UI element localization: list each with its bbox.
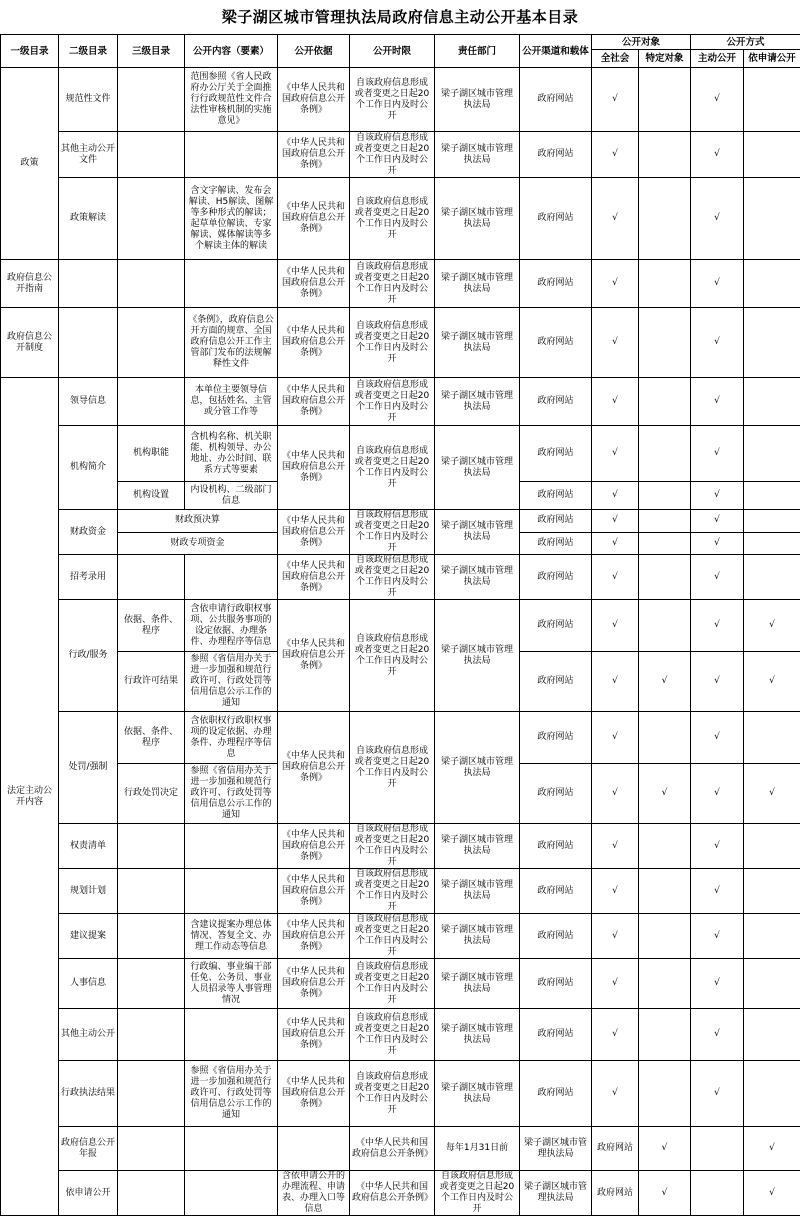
dept-cell: 梁子湖区城市管理执法局 — [435, 260, 520, 308]
content-cell: 内设机构、二级部门信息 — [185, 482, 278, 510]
l2-cell — [59, 260, 118, 308]
basis-cell: 《中华人民共和国政府信息公开条例》 — [278, 308, 350, 378]
empty-cell — [639, 1061, 691, 1127]
l1-cell: 依申请公开 — [59, 1171, 118, 1216]
time-cell: 自该政府信息形成或者变更之日起20个工作日内及时公开 — [350, 308, 435, 378]
check-mark: √ — [744, 652, 800, 712]
empty-cell — [744, 1009, 800, 1061]
dept-cell: 梁子湖区城市管理执法局 — [435, 824, 520, 869]
basis-cell: 《中华人民共和国政府信息公开条例》 — [278, 260, 350, 308]
empty-cell — [744, 132, 800, 178]
l2-cell: 权责清单 — [59, 824, 118, 869]
empty-cell — [639, 68, 691, 132]
channel-cell: 政府网站 — [520, 178, 592, 260]
check-mark: √ — [592, 68, 639, 132]
check-mark: √ — [691, 510, 744, 533]
l3-cell — [118, 914, 185, 959]
l2-cell: 行政/服务 — [59, 600, 118, 712]
time-cell: 自该政府信息形成或者变更之日起20个工作日内及时公开 — [350, 600, 435, 712]
content-cell: 含建议提案办理总体情况、答复全文、办理工作动态等信息 — [185, 914, 278, 959]
time-cell: 自该政府信息形成或者变更之日起20个工作日内及时公开 — [350, 712, 435, 824]
content-cell: 行政编、事业编干部任免、公务员、事业人员招录等人事管理情况 — [185, 959, 278, 1009]
l3-cell: 依据、条件、程序 — [118, 600, 185, 652]
check-mark: √ — [691, 68, 744, 132]
empty-cell — [639, 510, 691, 533]
basis-cell: 《中华人民共和国政府信息公开条例》 — [278, 869, 350, 914]
l3-cell — [185, 1171, 278, 1216]
table-row — [1, 260, 800, 308]
check-mark: √ — [691, 914, 744, 959]
content-cell: 含文字解读、发布会解读、H5解读、图解等多种形式的解读；起草单位解读、专家解读、媒体解读等多个解读主体的解读 — [185, 178, 278, 260]
check-mark: √ — [691, 652, 744, 712]
check-mark: √ — [592, 132, 639, 178]
check-mark: √ — [691, 378, 744, 426]
channel-cell: 政府网站 — [520, 378, 592, 426]
empty-cell — [639, 178, 691, 260]
l3-cell: 行政许可结果 — [118, 652, 185, 712]
check-mark: √ — [592, 959, 639, 1009]
l2-cell: 规范性文件 — [59, 68, 118, 132]
dept-cell: 梁子湖区城市管理执法局 — [435, 178, 520, 260]
content-cell — [185, 260, 278, 308]
time-cell: 自该政府信息形成或者变更之日起20个工作日内及时公开 — [350, 178, 435, 260]
channel-cell: 政府网站 — [520, 1061, 592, 1127]
table-row — [1, 600, 800, 652]
check-mark: √ — [691, 959, 744, 1009]
l3-cell — [118, 378, 185, 426]
check-mark: √ — [639, 1127, 691, 1171]
empty-cell — [691, 1127, 744, 1171]
l2-cell: 机构简介 — [59, 426, 118, 510]
table-row — [1, 426, 800, 482]
table-row — [1, 378, 800, 426]
table-row — [1, 712, 800, 764]
time-cell: 自该政府信息形成或者变更之日起20个工作日内及时公开 — [350, 132, 435, 178]
check-mark: √ — [691, 712, 744, 764]
l2-cell: 规划计划 — [59, 869, 118, 914]
time-cell: 自该政府信息形成或者变更之日起20个工作日内及时公开 — [350, 1009, 435, 1061]
check-mark: √ — [592, 600, 639, 652]
dept-cell: 梁子湖区城市管理执法局 — [520, 1127, 592, 1171]
header-channel: 公开渠道和载体 — [520, 35, 592, 68]
content-cell: 含机构名称、机关职能、机构领导、办公地址、办公时间、联系方式等要素 — [185, 426, 278, 482]
check-mark: √ — [744, 764, 800, 824]
channel-cell: 政府网站 — [592, 1127, 639, 1171]
l1-cell: 政策 — [1, 68, 59, 260]
empty-cell — [744, 68, 800, 132]
l2-cell: 建议提案 — [59, 914, 118, 959]
content-cell: 本单位主要领导信息，包括姓名、主管或分管工作等 — [185, 378, 278, 426]
check-mark: √ — [592, 426, 639, 482]
empty-cell — [744, 959, 800, 1009]
basis-cell: 《中华人民共和国政府信息公开条例》 — [278, 712, 350, 824]
l1-cell: 法定主动公开内容 — [1, 378, 59, 1216]
table-row — [1, 555, 800, 600]
channel-cell: 政府网站 — [520, 132, 592, 178]
table-row — [1, 132, 800, 178]
l3-cell — [118, 132, 185, 178]
channel-cell: 政府网站 — [592, 1171, 639, 1216]
channel-cell: 政府网站 — [520, 1009, 592, 1061]
table-row — [1, 869, 800, 914]
empty-cell — [639, 308, 691, 378]
empty-cell — [744, 426, 800, 482]
check-mark: √ — [691, 764, 744, 824]
empty-cell — [744, 1061, 800, 1127]
check-mark: √ — [592, 869, 639, 914]
check-mark: √ — [592, 712, 639, 764]
empty-cell — [639, 824, 691, 869]
table-row — [1, 1171, 800, 1216]
check-mark: √ — [639, 652, 691, 712]
header-basis: 公开依据 — [278, 35, 350, 68]
dept-cell: 梁子湖区城市管理执法局 — [435, 68, 520, 132]
check-mark: √ — [592, 482, 639, 510]
empty-cell — [744, 712, 800, 764]
time-cell: 自该政府信息形成或者变更之日起20个工作日内及时公开 — [350, 68, 435, 132]
empty-cell — [639, 426, 691, 482]
table-row — [1, 914, 800, 959]
dept-cell: 梁子湖区城市管理执法局 — [435, 914, 520, 959]
content-cell: 含依申请公开的办理流程、申请表、办理入口等信息 — [278, 1171, 350, 1216]
l3-cell — [118, 869, 185, 914]
dept-cell: 梁子湖区城市管理执法局 — [435, 555, 520, 600]
check-mark: √ — [691, 426, 744, 482]
channel-cell: 政府网站 — [520, 426, 592, 482]
dept-cell: 梁子湖区城市管理执法局 — [435, 1061, 520, 1127]
basis-cell: 《中华人民共和国政府信息公开条例》 — [278, 555, 350, 600]
check-mark: √ — [592, 532, 639, 555]
empty-cell — [744, 555, 800, 600]
check-mark: √ — [691, 260, 744, 308]
empty-cell — [744, 510, 800, 533]
content-cell — [185, 869, 278, 914]
header-l3: 三级目录 — [118, 35, 185, 68]
l2-cell: 行政执法结果 — [59, 1061, 118, 1127]
empty-cell — [639, 600, 691, 652]
l3-cell: 机构设置 — [118, 482, 185, 510]
basis-cell: 《中华人民共和国政府信息公开条例》 — [278, 426, 350, 510]
check-mark: √ — [592, 652, 639, 712]
empty-cell — [639, 869, 691, 914]
check-mark: √ — [691, 555, 744, 600]
l3-cell — [118, 824, 185, 869]
check-mark: √ — [691, 308, 744, 378]
empty-cell — [639, 1009, 691, 1061]
basis-cell: 《中华人民共和国政府信息公开条例》 — [278, 914, 350, 959]
check-mark: √ — [744, 1171, 800, 1216]
check-mark: √ — [691, 132, 744, 178]
table-row — [1, 68, 800, 132]
channel-cell: 政府网站 — [520, 764, 592, 824]
page-title: 梁子湖区城市管理执法局政府信息主动公开基本目录 — [0, 0, 800, 34]
header-mode-apply: 依申请公开 — [744, 50, 800, 68]
empty-cell — [691, 1171, 744, 1216]
l3-cell — [118, 178, 185, 260]
table-row — [1, 178, 800, 260]
channel-cell: 政府网站 — [520, 532, 592, 555]
empty-cell — [744, 378, 800, 426]
l2-cell: 财政资金 — [59, 510, 118, 555]
check-mark: √ — [691, 178, 744, 260]
l3-cell — [185, 1127, 278, 1171]
l1-cell: 政府信息公开指南 — [1, 260, 59, 308]
time-cell: 自该政府信息形成或者变更之日起20个工作日内及时公开 — [350, 510, 435, 555]
dept-cell: 梁子湖区城市管理执法局 — [435, 1009, 520, 1061]
l2-cell: 政策解读 — [59, 178, 118, 260]
header-mode: 公开方式 — [691, 35, 800, 50]
time-cell: 自该政府信息形成或者变更之日起20个工作日内及时公开 — [350, 914, 435, 959]
table-row — [1, 959, 800, 1009]
check-mark: √ — [592, 260, 639, 308]
empty-cell — [639, 959, 691, 1009]
empty-cell — [639, 378, 691, 426]
empty-cell — [639, 260, 691, 308]
content-cell — [185, 1009, 278, 1061]
channel-cell: 政府网站 — [520, 482, 592, 510]
basis-cell: 《中华人民共和国政府信息公开条例》 — [278, 1009, 350, 1061]
catalog-table — [0, 34, 800, 1216]
channel-cell: 政府网站 — [520, 510, 592, 533]
empty-cell — [639, 482, 691, 510]
content-cell: 参照《省信用办关于进一步加强和规范行政许可、行政处罚等信用信息公示工作的通知 — [185, 652, 278, 712]
content-cell: 参照《省信用办关于进一步加强和规范行政许可、行政处罚等信用信息公示工作的通知 — [185, 764, 278, 824]
l2-cell — [118, 1127, 185, 1171]
check-mark: √ — [592, 378, 639, 426]
table-row — [1, 824, 800, 869]
empty-cell — [639, 532, 691, 555]
empty-cell — [744, 482, 800, 510]
channel-cell: 政府网站 — [520, 600, 592, 652]
content-cell: 含依申请行政职权事项、公共服务事项的设定依据、办理条件、办理程序等信息 — [185, 600, 278, 652]
content-cell: 含依职权行政职权事项的设定依据、办理条件、办理程序等信息 — [185, 712, 278, 764]
check-mark: √ — [691, 869, 744, 914]
header-mode-active: 主动公开 — [691, 50, 744, 68]
time-cell: 自该政府信息形成或者变更之日起20个工作日内及时公开 — [350, 1061, 435, 1127]
check-mark: √ — [592, 178, 639, 260]
l2-cell: 招考录用 — [59, 555, 118, 600]
channel-cell: 政府网站 — [520, 260, 592, 308]
l2-cell — [118, 1171, 185, 1216]
basis-cell: 《中华人民共和国政府信息公开条例》 — [278, 132, 350, 178]
l3-cell: 依据、条件、程序 — [118, 712, 185, 764]
check-mark: √ — [691, 482, 744, 510]
empty-cell — [744, 308, 800, 378]
basis-cell: 《中华人民共和国政府信息公开条例》 — [278, 600, 350, 712]
empty-cell — [744, 869, 800, 914]
basis-cell: 《中华人民共和国政府信息公开条例》 — [278, 1061, 350, 1127]
table-row — [1, 1061, 800, 1127]
check-mark: √ — [592, 510, 639, 533]
l3-cell: 财政预决算 — [118, 510, 278, 533]
check-mark: √ — [744, 600, 800, 652]
content-cell: 参照《省信用办关于进一步加强和规范行政许可、行政处罚等信用信息公示工作的通知 — [185, 1061, 278, 1127]
basis-cell: 《中华人民共和国政府信息公开条例》 — [278, 68, 350, 132]
empty-cell — [744, 824, 800, 869]
check-mark: √ — [592, 308, 639, 378]
channel-cell: 政府网站 — [520, 555, 592, 600]
basis-cell: 《中华人民共和国政府信息公开条例》 — [278, 178, 350, 260]
header-target: 公开对象 — [592, 35, 691, 50]
l2-cell — [59, 308, 118, 378]
dept-cell: 梁子湖区城市管理执法局 — [435, 510, 520, 555]
channel-cell: 政府网站 — [520, 869, 592, 914]
empty-cell — [639, 914, 691, 959]
check-mark: √ — [592, 764, 639, 824]
channel-cell: 政府网站 — [520, 959, 592, 1009]
l3-cell — [118, 555, 185, 600]
l3-cell — [118, 68, 185, 132]
l2-cell: 处罚/强制 — [59, 712, 118, 824]
time-cell: 自该政府信息形成或者变更之日起20个工作日内及时公开 — [350, 869, 435, 914]
check-mark: √ — [592, 824, 639, 869]
l1-cell: 政府信息公开制度 — [1, 308, 59, 378]
basis-cell: 《中华人民共和国政府信息公开条例》 — [350, 1127, 435, 1171]
l3-cell: 财政专项资金 — [118, 532, 278, 555]
dept-cell: 梁子湖区城市管理执法局 — [435, 712, 520, 824]
basis-cell: 《中华人民共和国政府信息公开条例》 — [278, 378, 350, 426]
dept-cell: 梁子湖区城市管理执法局 — [435, 132, 520, 178]
header-target-all: 全社会 — [592, 50, 639, 68]
table-row — [1, 1009, 800, 1061]
l3-cell — [118, 260, 185, 308]
table-row — [1, 510, 800, 533]
header-l1: 一级目录 — [1, 35, 59, 68]
check-mark: √ — [592, 1009, 639, 1061]
empty-cell — [639, 555, 691, 600]
l3-cell — [118, 308, 185, 378]
channel-cell: 政府网站 — [520, 712, 592, 764]
dept-cell: 梁子湖区城市管理执法局 — [435, 959, 520, 1009]
check-mark: √ — [592, 555, 639, 600]
dept-cell: 梁子湖区城市管理执法局 — [435, 426, 520, 510]
header-dept: 责任部门 — [435, 35, 520, 68]
l3-cell — [118, 1061, 185, 1127]
content-cell — [185, 824, 278, 869]
l3-cell: 机构职能 — [118, 426, 185, 482]
content-cell — [185, 132, 278, 178]
header-content: 公开内容（要素） — [185, 35, 278, 68]
time-cell: 每年1月31日前 — [435, 1127, 520, 1171]
channel-cell: 政府网站 — [520, 68, 592, 132]
basis-cell: 《中华人民共和国政府信息公开条例》 — [278, 959, 350, 1009]
content-cell — [278, 1127, 350, 1171]
dept-cell: 梁子湖区城市管理执法局 — [435, 869, 520, 914]
check-mark: √ — [691, 1061, 744, 1127]
l2-cell: 其他主动公开文件 — [59, 132, 118, 178]
empty-cell — [639, 132, 691, 178]
dept-cell: 梁子湖区城市管理执法局 — [435, 600, 520, 712]
table-row — [1, 308, 800, 378]
table-row — [1, 1127, 800, 1171]
l2-cell: 领导信息 — [59, 378, 118, 426]
channel-cell: 政府网站 — [520, 652, 592, 712]
time-cell: 自该政府信息形成或者变更之日起20个工作日内及时公开 — [350, 555, 435, 600]
check-mark: √ — [592, 914, 639, 959]
l3-cell — [118, 959, 185, 1009]
check-mark: √ — [744, 1127, 800, 1171]
check-mark: √ — [691, 1009, 744, 1061]
time-cell: 自该政府信息形成或者变更之日起20个工作日内及时公开 — [350, 426, 435, 510]
basis-cell: 《中华人民共和国政府信息公开条例》 — [350, 1171, 435, 1216]
content-cell: 范围参照《省人民政府办公厅关于全面推行行政规范性文件合法性审核机制的实施意见》 — [185, 68, 278, 132]
empty-cell — [744, 914, 800, 959]
channel-cell: 政府网站 — [520, 914, 592, 959]
time-cell: 自该政府信息形成或者变更之日起20个工作日内及时公开 — [435, 1171, 520, 1216]
check-mark: √ — [639, 1171, 691, 1216]
content-cell: 《条例》，政府信息公开方面的规章、全国政府信息公开工作主管部门发布的法规解释性文件 — [185, 308, 278, 378]
check-mark: √ — [592, 1061, 639, 1127]
check-mark: √ — [691, 600, 744, 652]
check-mark: √ — [639, 764, 691, 824]
header-row — [1, 35, 800, 50]
l2-cell: 其他主动公开 — [59, 1009, 118, 1061]
channel-cell: 政府网站 — [520, 308, 592, 378]
dept-cell: 梁子湖区城市管理执法局 — [435, 378, 520, 426]
content-cell — [185, 555, 278, 600]
empty-cell — [744, 532, 800, 555]
l2-cell: 人事信息 — [59, 959, 118, 1009]
basis-cell: 《中华人民共和国政府信息公开条例》 — [278, 824, 350, 869]
header-l2: 二级目录 — [59, 35, 118, 68]
time-cell: 自该政府信息形成或者变更之日起20个工作日内及时公开 — [350, 378, 435, 426]
time-cell: 自该政府信息形成或者变更之日起20个工作日内及时公开 — [350, 959, 435, 1009]
channel-cell: 政府网站 — [520, 824, 592, 869]
empty-cell — [639, 712, 691, 764]
check-mark: √ — [691, 824, 744, 869]
l1-cell: 政府信息公开年报 — [59, 1127, 118, 1171]
header-target-specific: 特定对象 — [639, 50, 691, 68]
l3-cell — [118, 1009, 185, 1061]
header-time: 公开时限 — [350, 35, 435, 68]
time-cell: 自该政府信息形成或者变更之日起20个工作日内及时公开 — [350, 824, 435, 869]
dept-cell: 梁子湖区城市管理执法局 — [435, 308, 520, 378]
basis-cell: 《中华人民共和国政府信息公开条例》 — [278, 510, 350, 555]
dept-cell: 梁子湖区城市管理执法局 — [520, 1171, 592, 1216]
time-cell: 自该政府信息形成或者变更之日起20个工作日内及时公开 — [350, 260, 435, 308]
check-mark: √ — [691, 532, 744, 555]
l3-cell: 行政处罚决定 — [118, 764, 185, 824]
empty-cell — [744, 260, 800, 308]
empty-cell — [744, 178, 800, 260]
